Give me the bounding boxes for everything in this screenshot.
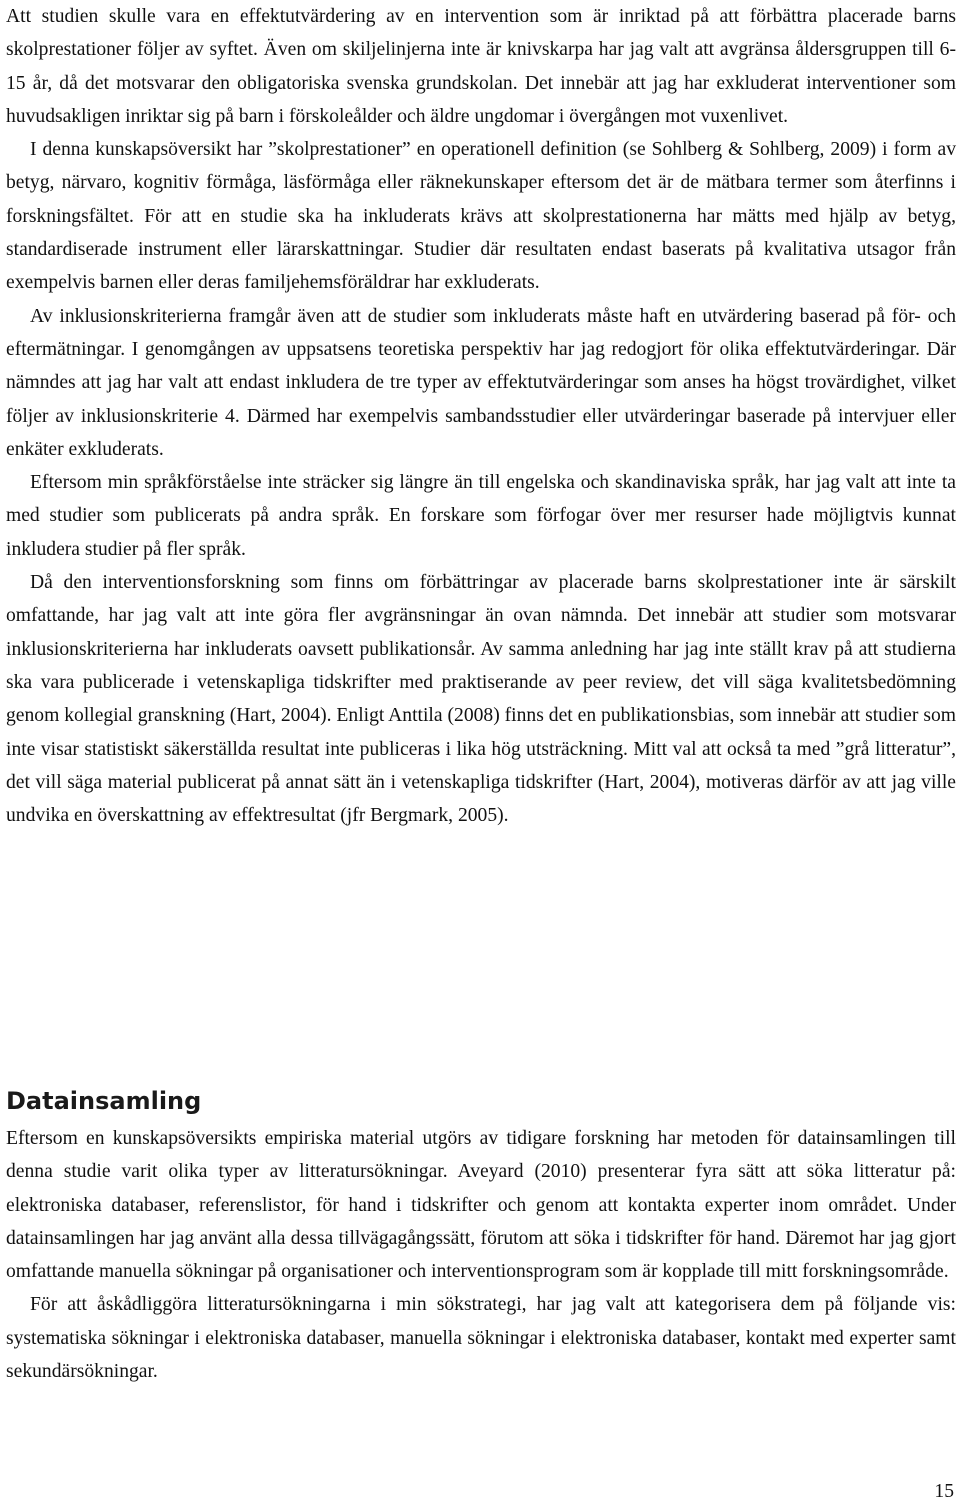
paragraph-search-strategy: För att åskådliggöra litteratursökningarna i min sökstrategi, har jag valt att kategorisera dem på följande vis: systematiska sökningar i elektroniska databaser, manuella sökningar i elektroniska databaser, kontakt med experter samt sekundärsökningar. <box>6 1294 956 1383</box>
datainsamling-section <box>6 1122 956 1388</box>
section-heading-datainsamling: Datainsamling <box>6 1087 202 1115</box>
paragraph-scope: Att studien skulle vara en effektutvärdering av en intervention som är inriktad på att förbättra placerade barns skolprestationer följer av syftet. Även om skiljelinjerna inte är knivskarpa har jag valt att avgränsa åldersgruppen till 6-15 år, då det motsvarar den obligatoriska svenska grundskolan. Det innebär att jag har exkluderat interventioner som huvudsakligen inriktar sig på barn i förskoleålder och äldre ungdomar i övergången mot vuxenlivet. <box>6 6 956 127</box>
document-body <box>6 0 956 832</box>
page-number: 15 <box>934 1481 954 1502</box>
paragraph-data-collection-methods: Eftersom en kunskapsöversikts empiriska material utgörs av tidigare forskning har metoden för datainsamlingen till denna studie varit olika typer av litteratursökningar. Aveyard (2010) presenterar fyra sätt att söka litteratur på: elektroniska databaser, referenslistor, för hand i tidskrifter och genom att kontakta experter inom området. Under datainsamlingen har jag använt alla dessa tillvägagångssätt, förutom att söka i tidskrifter för hand. Däremot har jag gjort omfattande manuella sökningar på organisationer och interventionsprogram som är kopplade till mitt forskningsområde. <box>6 1128 956 1283</box>
paragraph-inclusion-criteria: Av inklusionskriterierna framgår även att de studier som inkluderats måste haft en utvärdering baserad på för- och eftermätningar. I genomgången av uppsatsens teoretiska perspektiv har jag redogjort för olika effektutvärderingar. Där nämndes att jag har valt att endast inkludera de tre typer av effektutvärderingar som anses ha högst trovärdighet, vilket följer av inklusionskriterie 4. Därmed har exempelvis sambandsstudier eller utvärderingar baserade på intervjuer eller enkäter exkluderats. <box>6 305 956 460</box>
paragraph-publication-bias: Då den interventionsforskning som finns om förbättringar av placerade barns skolprestationer inte är särskilt omfattande, har jag valt att inte göra fler avgränsningar än ovan nämnda. Det innebär att studier som motsvarar inklusionskriterierna har inkluderats oavsett publikationsår. Av samma anledning har jag inte ställt krav på att studierna ska vara publicerade i vetenskapliga tidskrifter med praktiserande av peer review, det vill säga kvalitetsbedömning genom kollegial granskning (Hart, 2004). Enligt Anttila (2008) finns det en publikationsbias, som innebär att studier som inte visar statistiskt säkerställda resultat inte publiceras i lika hög utsträckning. Mitt val att också ta med ”grå litteratur”, det vill säga material publicerat på annat sätt än i vetenskapliga tidskrifter (Hart, 2004), motiveras därför av att jag ville undvika en överskattning av effektresultat (jfr Bergmark, 2005). <box>6 572 956 827</box>
paragraph-school-performance-definition: I denna kunskapsöversikt har ”skolprestationer” en operationell definition (se Sohlberg & Sohlberg, 2009) i form av betyg, närvaro, kognitiv förmåga, läsförmåga eller räknekunskaper eftersom det är de mätbara termer som återfinns i forskningsfältet. För att en studie ska ha inkluderats krävs att skolprestationerna har mätts med hjälp av betyg, standardiserade instrument eller lärarskattningar. Studier där resultaten endast baserats på kvalitativa utsagor från exempelvis barnen eller deras familjehemsföräldrar har exkluderats. <box>6 139 956 294</box>
paragraph-language-limitation: Eftersom min språkförståelse inte sträcker sig längre än till engelska och skandinaviska språk, har jag valt att inte ta med studier som publicerats på andra språk. En forskare som förfogar över mer resurser hade möjligtvis kunnat inkludera studier på fler språk. <box>6 472 956 560</box>
